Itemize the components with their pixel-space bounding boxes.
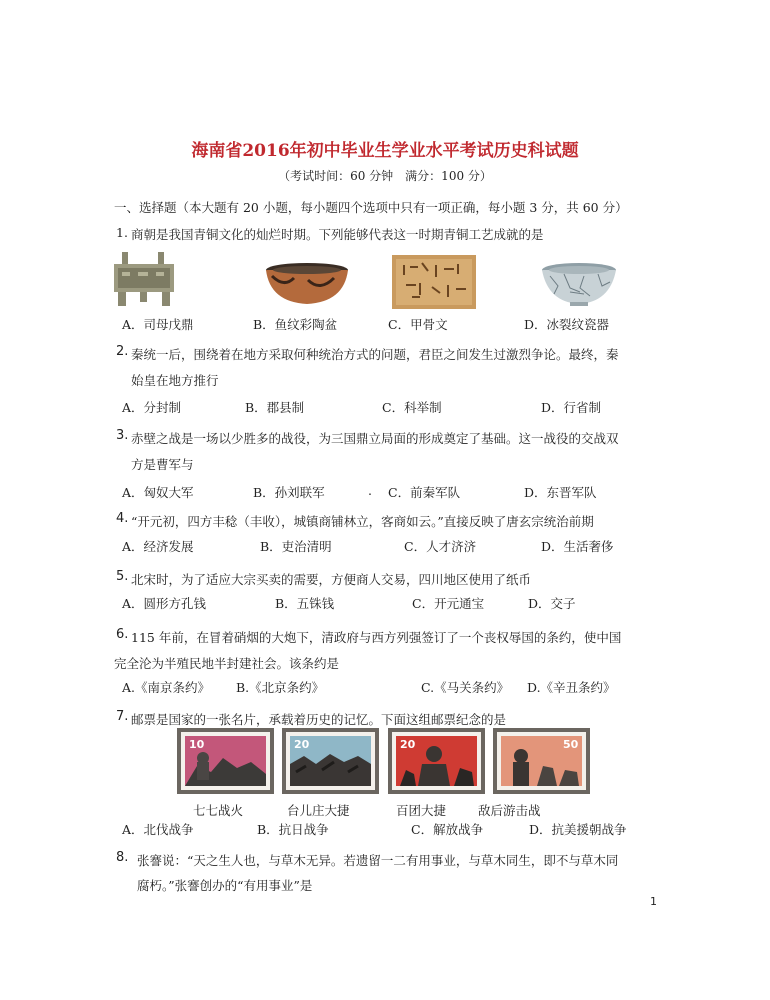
option-b[interactable]: B．郡县制 bbox=[245, 400, 305, 415]
option-a[interactable]: A．匈奴大军 bbox=[122, 485, 194, 500]
option-c[interactable]: C．开元通宝 bbox=[412, 596, 485, 611]
section-heading: 一、选择题（本大题有 20 小题，每小题四个选项中只有一项正确，每小题 3 分，共 60 分） bbox=[114, 200, 628, 215]
question-number: 7. bbox=[116, 709, 129, 724]
stray-mark: . bbox=[368, 483, 372, 498]
question-number: 3. bbox=[116, 428, 129, 443]
question-text: 邮票是国家的一张名片，承载着历史的记忆。下面这组邮票纪念的是 bbox=[131, 712, 507, 727]
option-a[interactable]: A．圆形方孔钱 bbox=[122, 596, 207, 611]
exam-title: 海南省2016年初中毕业生学业水平考试历史科试题 bbox=[191, 141, 579, 161]
question-number: 4. bbox=[116, 511, 129, 526]
option-d[interactable]: D.《辛丑条约》 bbox=[527, 680, 616, 695]
question-number: 8. bbox=[116, 850, 129, 865]
question-number: 2. bbox=[116, 344, 129, 359]
option-b[interactable]: B．孙刘联军 bbox=[253, 485, 325, 500]
option-c[interactable]: C．解放战争 bbox=[411, 822, 484, 837]
question-text-line-1: 赤壁之战是一场以少胜多的战役，为三国鼎立局面的形成奠定了基础。这一战役的交战双 bbox=[131, 431, 619, 446]
option-c[interactable]: C．人才济济 bbox=[404, 539, 477, 554]
stamp-caption-4: 敌后游击战 bbox=[478, 803, 541, 818]
question-text-line-1: 秦统一后，围绕着在地方采取何种统治方式的问题，君臣之间发生过激烈争论。最终，秦 bbox=[131, 347, 619, 362]
option-d[interactable]: D．东晋军队 bbox=[524, 485, 597, 500]
stamp-value: 50 bbox=[563, 738, 579, 751]
option-b[interactable]: B．抗日战争 bbox=[257, 822, 329, 837]
page-number: 1 bbox=[650, 895, 657, 908]
stamp-caption-3: 百团大捷 bbox=[396, 803, 447, 818]
painted-pottery-basin-image bbox=[264, 262, 350, 306]
stamp-caption-1: 七七战火 bbox=[193, 803, 244, 818]
option-a[interactable]: A．北伐战争 bbox=[122, 822, 194, 837]
stamp-2-image bbox=[282, 728, 379, 794]
option-d[interactable]: D．交子 bbox=[528, 596, 576, 611]
question-text-line-2: 完全沦为半殖民地半封建社会。该条约是 bbox=[114, 656, 340, 671]
question-text-line-1: 张謇说：“天之生人也，与草木无异。若遗留一二有用事业，与草木同生，即不与草木同 bbox=[137, 853, 619, 868]
question-text: 北宋时，为了适应大宗买卖的需要，方便商人交易，四川地区使用了纸币 bbox=[131, 572, 532, 587]
stamp-caption-2: 台儿庄大捷 bbox=[287, 803, 350, 818]
question-text: 商朝是我国青铜文化的灿烂时期。下列能够代表这一时期青铜工艺成就的是 bbox=[131, 227, 544, 242]
option-c[interactable]: C.《马关条约》 bbox=[421, 680, 510, 695]
bronze-ding-image bbox=[108, 250, 180, 308]
question-text-line-1: 115 年前，在冒着硝烟的大炮下，清政府与西方列强签订了一个丧权辱国的条约，使中国 bbox=[131, 630, 622, 645]
option-d[interactable]: D．生活奢侈 bbox=[541, 539, 614, 554]
option-a[interactable]: A.《南京条约》 bbox=[122, 680, 211, 695]
question-number: 6. bbox=[116, 627, 129, 642]
oracle-bone-image bbox=[392, 255, 476, 309]
question-number: 1. bbox=[116, 225, 128, 240]
stamp-1-image bbox=[177, 728, 274, 794]
question-text-line-2: 方是曹军与 bbox=[131, 457, 194, 472]
option-c[interactable]: C．科举制 bbox=[382, 400, 442, 415]
option-a[interactable]: A．司母戊鼎 bbox=[122, 317, 194, 332]
option-b[interactable]: B.《北京条约》 bbox=[236, 680, 325, 695]
question-text: “开元初，四方丰稔（丰收），城镇商铺林立，客商如云。”直接反映了唐玄宗统治前期 bbox=[131, 514, 594, 529]
option-d[interactable]: D．冰裂纹瓷器 bbox=[524, 317, 610, 332]
exam-info: （考试时间：60 分钟 满分：100 分） bbox=[278, 169, 492, 183]
option-b[interactable]: B．五铢钱 bbox=[275, 596, 335, 611]
option-c[interactable]: C．甲骨文 bbox=[388, 317, 448, 332]
stamp-value: 10 bbox=[189, 738, 205, 751]
option-a[interactable]: A．经济发展 bbox=[122, 539, 194, 554]
stamp-4-image bbox=[493, 728, 590, 794]
option-c[interactable]: C．前秦军队 bbox=[388, 485, 461, 500]
option-d[interactable]: D．抗美援朝战争 bbox=[529, 822, 627, 837]
question-text-line-2: 腐朽。”张謇创办的“有用事业”是 bbox=[137, 878, 313, 893]
option-a[interactable]: A．分封制 bbox=[122, 400, 182, 415]
stamp-value: 20 bbox=[400, 738, 416, 751]
stamp-value: 20 bbox=[294, 738, 310, 751]
option-d[interactable]: D．行省制 bbox=[541, 400, 602, 415]
crackle-porcelain-bowl-image bbox=[540, 262, 618, 308]
question-text-line-2: 始皇在地方推行 bbox=[131, 373, 219, 388]
option-b[interactable]: B．鱼纹彩陶盆 bbox=[253, 317, 338, 332]
question-number: 5. bbox=[116, 569, 129, 584]
stamp-3-image bbox=[388, 728, 485, 794]
option-b[interactable]: B．吏治清明 bbox=[260, 539, 332, 554]
